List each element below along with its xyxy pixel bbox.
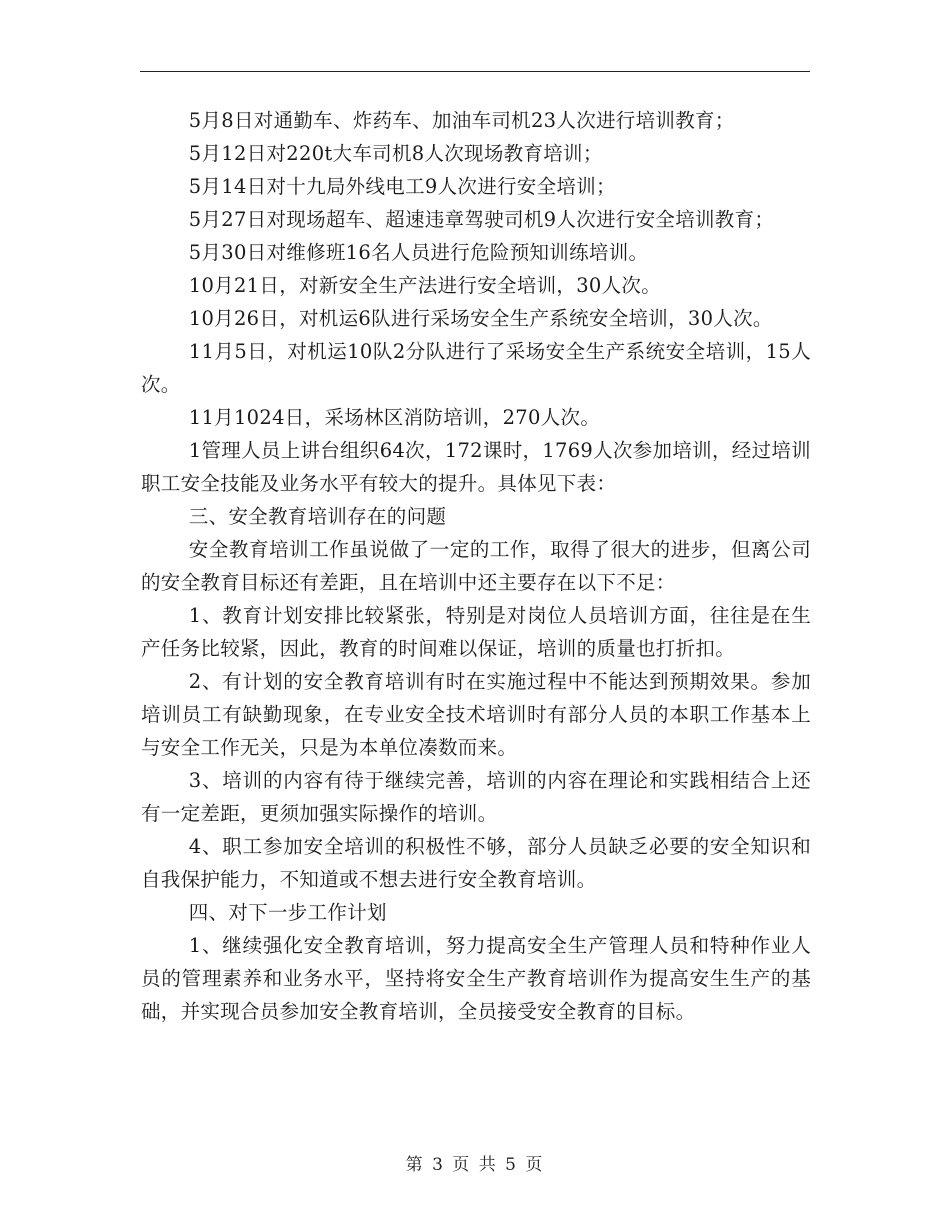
- paragraph: 5月8日对通勤车、炸药车、加油车司机23人次进行培训教育；: [188, 109, 735, 132]
- paragraph: 5月27日对现场超车、超速违章驾驶司机9人次进行安全培训教育；: [188, 208, 775, 231]
- paragraph: 1、教育计划安排比较紧张，特别是对岗位人员培训方面，往往是在生产任务比较紧，因此，教育的时间难以保证，培训的质量也打折扣。: [141, 604, 811, 660]
- paragraph: 5月30日对维修班16名人员进行危险预知训练培训。: [188, 241, 649, 264]
- paragraph: 10月26日，对机运6队进行采场安全生产系统安全培训，30人次。: [188, 307, 773, 330]
- paragraph: 1、继续强化安全教育培训，努力提高安全生产管理人员和特种作业人员的管理素养和业务水平，坚持将安全生产教育培训作为提高安生生产的基础，并实现合员参加安全教育培训，全员接受安全教育的目标。: [141, 934, 811, 1023]
- paragraph: 11月1024日，采场林区消防培训，270人次。: [188, 406, 601, 429]
- paragraph: 5月12日对220t大车司机8人次现场教育培训；: [188, 142, 603, 165]
- paragraph: 4、职工参加安全培训的积极性不够，部分人员缺乏必要的安全知识和自我保护能力，不知道或不想去进行安全教育培训。: [141, 835, 811, 891]
- paragraph: 11月5日，对机运10队2分队进行了采场安全生产系统安全培训，15人次。: [141, 340, 811, 396]
- document-body: [141, 104, 811, 1028]
- header-rule: [140, 71, 810, 72]
- paragraph: 5月14日对十九局外线电工9人次进行安全培训；: [188, 175, 616, 198]
- paragraph: 1管理人员上讲台组织64次，172课时，1769人次参加培训，经过培训职工安全技能及业务水平有较大的提升。具体见下表：: [141, 439, 811, 495]
- page-number-footer: 第 3 页 共 5 页: [405, 1155, 545, 1175]
- paragraph: 10月21日，对新安全生产法进行安全培训，30人次。: [188, 274, 662, 297]
- section-heading: 四、对下一步工作计划: [188, 901, 387, 924]
- paragraph: 安全教育培训工作虽说做了一定的工作，取得了很大的进步，但离公司的安全教育目标还有差距，且在培训中还主要存在以下不足：: [141, 538, 811, 594]
- paragraph: 3、培训的内容有待于继续完善，培训的内容在理论和实践相结合上还有一定差距，更须加强实际操作的培训。: [141, 769, 811, 825]
- section-heading: 三、安全教育培训存在的问题: [188, 505, 447, 528]
- paragraph: 2、有计划的安全教育培训有时在实施过程中不能达到预期效果。参加培训员工有缺勤现象，在专业安全技术培训时有部分人员的本职工作基本上与安全工作无关，只是为本单位凑数而来。: [141, 670, 811, 759]
